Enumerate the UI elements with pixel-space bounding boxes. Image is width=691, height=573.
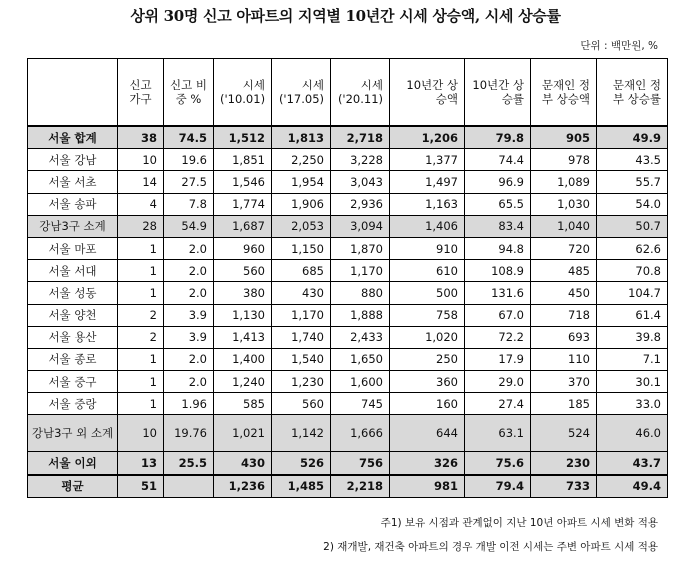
table-row [28, 475, 668, 498]
footnote: 주1) 보유 시점과 관계없이 지난 10년 아파트 시세 변화 적용 [380, 517, 658, 529]
table-cell: 758 [390, 304, 465, 326]
table-cell: 131.6 [465, 282, 531, 304]
table-cell: 1 [118, 393, 164, 415]
table-cell: 110 [531, 348, 597, 370]
table-cell: 1,163 [390, 193, 465, 215]
table-cell: 1,021 [214, 415, 272, 452]
table-cell: 1,512 [214, 126, 272, 149]
table-cell: 65.5 [465, 193, 531, 215]
table-cell: 1,888 [331, 304, 390, 326]
table-cell: 33.0 [597, 393, 668, 415]
row-label: 서울 용산 [28, 326, 118, 348]
table-cell [164, 475, 214, 498]
table-cell: 1,240 [214, 371, 272, 393]
header-cell: 시세 ('17.05) [272, 59, 331, 127]
table-cell: 2,218 [331, 475, 390, 498]
row-label: 강남3구 외 소계 [28, 415, 118, 452]
table-cell: 1,954 [272, 171, 331, 193]
table-cell: 19.6 [164, 149, 214, 171]
table-cell: 430 [272, 282, 331, 304]
table-cell: 39.8 [597, 326, 668, 348]
table-cell: 43.5 [597, 149, 668, 171]
footnote: 2) 재개발, 재건축 아파트의 경우 개발 이전 시세는 주변 아파트 시세 적용 [323, 541, 658, 553]
table-cell: 19.76 [164, 415, 214, 452]
table-cell: 51 [118, 475, 164, 498]
table-cell: 1 [118, 260, 164, 282]
table-row [28, 393, 668, 415]
table-cell: 1 [118, 237, 164, 259]
table-cell: 2.0 [164, 348, 214, 370]
header-row [28, 59, 668, 127]
table-cell: 2,250 [272, 149, 331, 171]
table-cell: 360 [390, 371, 465, 393]
table-cell: 30.1 [597, 371, 668, 393]
table-row [28, 126, 668, 149]
row-label: 서울 양천 [28, 304, 118, 326]
table-cell: 2,433 [331, 326, 390, 348]
table-cell: 2.0 [164, 260, 214, 282]
table-cell: 3.9 [164, 304, 214, 326]
table-cell: 1 [118, 371, 164, 393]
table-cell: 50.7 [597, 215, 668, 237]
table-cell: 46.0 [597, 415, 668, 452]
row-label: 서울 중랑 [28, 393, 118, 415]
table-cell: 1,740 [272, 326, 331, 348]
table-cell: 1.96 [164, 393, 214, 415]
table-cell: 644 [390, 415, 465, 452]
table-cell: 3.9 [164, 326, 214, 348]
table-row [28, 237, 668, 259]
table-cell: 70.8 [597, 260, 668, 282]
table-cell: 1,870 [331, 237, 390, 259]
table-cell: 1,230 [272, 371, 331, 393]
table-cell: 7.1 [597, 348, 668, 370]
table-cell: 733 [531, 475, 597, 498]
table-cell: 29.0 [465, 371, 531, 393]
table-cell: 2.0 [164, 371, 214, 393]
row-label: 서울 송파 [28, 193, 118, 215]
table-cell: 1 [118, 348, 164, 370]
table-cell: 1,236 [214, 475, 272, 498]
table-cell: 610 [390, 260, 465, 282]
header-cell: 10년간 상승액 [390, 59, 465, 127]
table-cell: 1,485 [272, 475, 331, 498]
table-row [28, 282, 668, 304]
table-cell: 1,851 [214, 149, 272, 171]
table-cell: 72.2 [465, 326, 531, 348]
row-label: 서울 마포 [28, 237, 118, 259]
table-cell: 326 [390, 452, 465, 475]
table-cell: 1,813 [272, 126, 331, 149]
row-label: 서울 성동 [28, 282, 118, 304]
row-label: 서울 서대 [28, 260, 118, 282]
table-cell: 1,142 [272, 415, 331, 452]
row-label: 서울 합계 [28, 126, 118, 149]
table-cell: 28 [118, 215, 164, 237]
table-cell: 905 [531, 126, 597, 149]
table-cell: 1,089 [531, 171, 597, 193]
page-title: 상위 30명 신고 아파트의 지역별 10년간 시세 상승액, 시세 상승률 [130, 7, 561, 25]
table-cell: 524 [531, 415, 597, 452]
table-cell: 3,043 [331, 171, 390, 193]
table-cell: 1,666 [331, 415, 390, 452]
table-cell: 1,130 [214, 304, 272, 326]
table-cell: 1,170 [272, 304, 331, 326]
table-cell: 2.0 [164, 282, 214, 304]
table-cell: 960 [214, 237, 272, 259]
table-row [28, 215, 668, 237]
table-cell: 756 [331, 452, 390, 475]
row-label: 서울 이외 [28, 452, 118, 475]
table-cell: 62.6 [597, 237, 668, 259]
table-cell: 1,906 [272, 193, 331, 215]
table-cell: 1,540 [272, 348, 331, 370]
table-cell: 10 [118, 149, 164, 171]
table-row [28, 260, 668, 282]
table-body [28, 126, 668, 497]
table-row [28, 149, 668, 171]
table-cell: 526 [272, 452, 331, 475]
row-label: 서울 종로 [28, 348, 118, 370]
row-label: 서울 중구 [28, 371, 118, 393]
table-cell: 185 [531, 393, 597, 415]
table-cell: 63.1 [465, 415, 531, 452]
table-cell: 230 [531, 452, 597, 475]
table-row [28, 415, 668, 452]
table-cell: 430 [214, 452, 272, 475]
header-cell: 신고 비중 % [164, 59, 214, 127]
table-cell: 1,774 [214, 193, 272, 215]
table-cell: 981 [390, 475, 465, 498]
table-cell: 104.7 [597, 282, 668, 304]
table-cell: 693 [531, 326, 597, 348]
table-cell: 720 [531, 237, 597, 259]
table-cell: 54.0 [597, 193, 668, 215]
table-row [28, 326, 668, 348]
table-cell: 1,206 [390, 126, 465, 149]
table-row [28, 452, 668, 475]
table-cell: 4 [118, 193, 164, 215]
table-cell: 2 [118, 326, 164, 348]
table-cell: 1,040 [531, 215, 597, 237]
table-cell: 500 [390, 282, 465, 304]
table-cell: 1 [118, 282, 164, 304]
row-label: 강남3구 소계 [28, 215, 118, 237]
header-cell: 시세 ('10.01) [214, 59, 272, 127]
table-cell: 1,600 [331, 371, 390, 393]
table-cell: 1,377 [390, 149, 465, 171]
header-cell: 10년간 상승률 [465, 59, 531, 127]
table-cell: 27.4 [465, 393, 531, 415]
table-cell: 2,053 [272, 215, 331, 237]
table-cell: 1,150 [272, 237, 331, 259]
table-row [28, 193, 668, 215]
table-cell: 1,687 [214, 215, 272, 237]
table-row [28, 371, 668, 393]
table-cell: 43.7 [597, 452, 668, 475]
price-table [27, 58, 668, 498]
table-cell: 1,546 [214, 171, 272, 193]
table-cell: 685 [272, 260, 331, 282]
header-cell: 신고 가구 [118, 59, 164, 127]
table-cell: 61.4 [597, 304, 668, 326]
table-cell: 910 [390, 237, 465, 259]
table-cell: 2,718 [331, 126, 390, 149]
table-cell: 450 [531, 282, 597, 304]
table-cell: 74.4 [465, 149, 531, 171]
table-cell: 380 [214, 282, 272, 304]
table-cell: 160 [390, 393, 465, 415]
table-cell: 108.9 [465, 260, 531, 282]
table-row [28, 304, 668, 326]
table-cell: 13 [118, 452, 164, 475]
table-cell: 2.0 [164, 237, 214, 259]
table-row [28, 171, 668, 193]
table-row [28, 348, 668, 370]
table-cell: 55.7 [597, 171, 668, 193]
table-cell: 25.5 [164, 452, 214, 475]
row-label: 평균 [28, 475, 118, 498]
table-cell: 2,936 [331, 193, 390, 215]
table-cell: 49.9 [597, 126, 668, 149]
table-cell: 14 [118, 171, 164, 193]
table-cell: 10 [118, 415, 164, 452]
header-cell [28, 59, 118, 127]
table-cell: 1,406 [390, 215, 465, 237]
table-cell: 49.4 [597, 475, 668, 498]
unit-label: 단위 : 백만원, % [580, 40, 658, 52]
table-cell: 585 [214, 393, 272, 415]
header-cell: 시세 ('20.11) [331, 59, 390, 127]
table-cell: 745 [331, 393, 390, 415]
table-cell: 17.9 [465, 348, 531, 370]
table-cell: 96.9 [465, 171, 531, 193]
table-cell: 560 [214, 260, 272, 282]
table-cell: 880 [331, 282, 390, 304]
table-cell: 718 [531, 304, 597, 326]
table-cell: 94.8 [465, 237, 531, 259]
table-cell: 79.4 [465, 475, 531, 498]
table-cell: 83.4 [465, 215, 531, 237]
table-cell: 1,030 [531, 193, 597, 215]
table-cell: 250 [390, 348, 465, 370]
table-cell: 3,094 [331, 215, 390, 237]
table-cell: 1,413 [214, 326, 272, 348]
table-cell: 3,228 [331, 149, 390, 171]
table-cell: 1,170 [331, 260, 390, 282]
row-label: 서울 강남 [28, 149, 118, 171]
table-cell: 2 [118, 304, 164, 326]
table-cell: 75.6 [465, 452, 531, 475]
table-cell: 38 [118, 126, 164, 149]
table-cell: 79.8 [465, 126, 531, 149]
table-cell: 67.0 [465, 304, 531, 326]
table-cell: 1,020 [390, 326, 465, 348]
table-cell: 27.5 [164, 171, 214, 193]
table-cell: 74.5 [164, 126, 214, 149]
table-cell: 54.9 [164, 215, 214, 237]
table-cell: 370 [531, 371, 597, 393]
header-cell: 문재인 정부 상승액 [531, 59, 597, 127]
table-cell: 7.8 [164, 193, 214, 215]
table-cell: 1,650 [331, 348, 390, 370]
row-label: 서울 서초 [28, 171, 118, 193]
table-cell: 560 [272, 393, 331, 415]
table-cell: 978 [531, 149, 597, 171]
table-cell: 485 [531, 260, 597, 282]
table-cell: 1,497 [390, 171, 465, 193]
header-cell: 문재인 정부 상승률 [597, 59, 668, 127]
table-cell: 1,400 [214, 348, 272, 370]
